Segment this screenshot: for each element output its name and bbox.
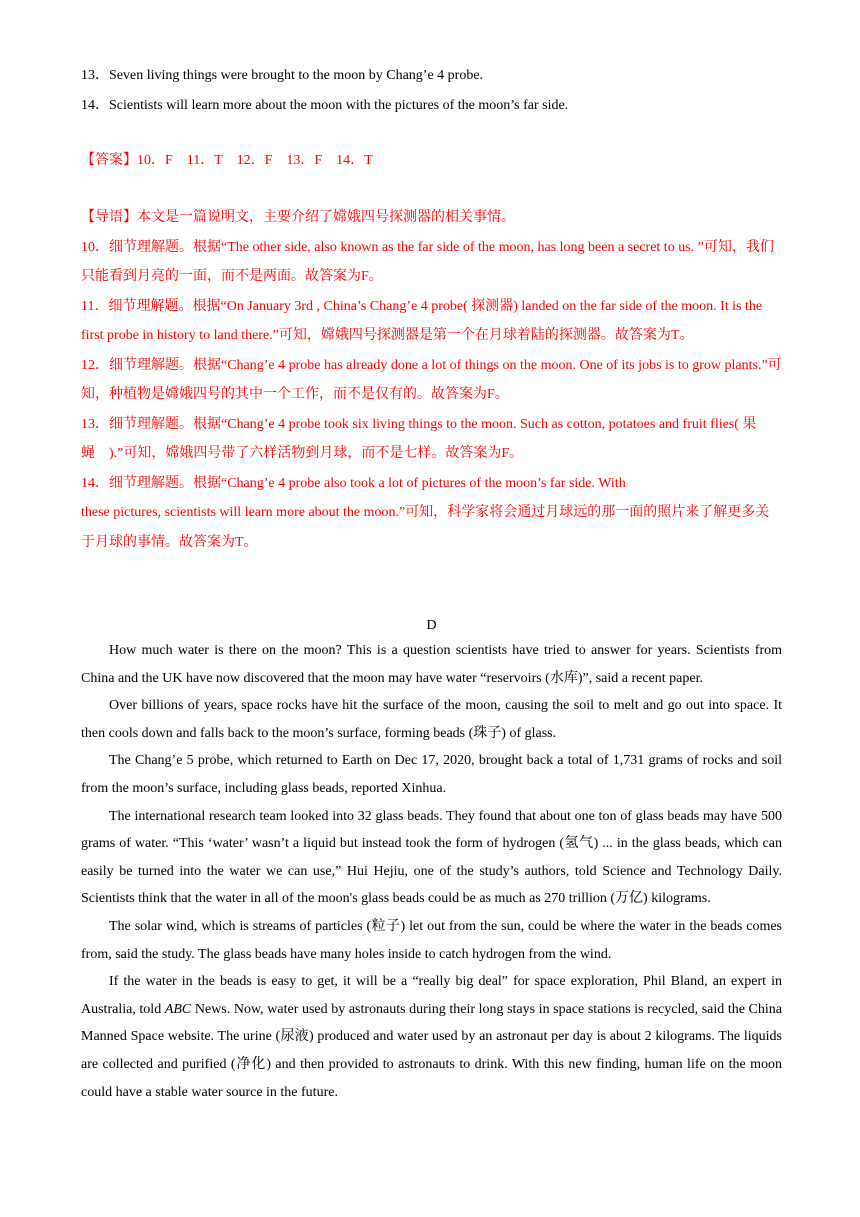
guide-label: 【导语】: [81, 210, 137, 225]
guide-intro-line: [81, 203, 782, 233]
guide-item-12: 12．细节理解题。根据“Chang’e 4 probe has already done a lot of things on the moon. One of its jobs is to grow plants.”可知，种植物是嫦娥四号的其中一个工作，而不是仅有的。故答案为F。: [81, 357, 782, 402]
guide-item-10: 10．细节理解题。根据“The other side, also known as the far side of the moon, has long been a secret to us. ”可知，我们只能看到月亮的一面，而不是两面。故答案为F。: [81, 239, 774, 284]
article-paragraph: The international research team looked into 32 glass beads. They found that about one ton of glass beads may have 500 grams of water. “This ‘water’ wasn’t a liquid but instead took the form of hydrogen (氢气) ... in the glass beads, which can easily be turned into the water we can use,” Hui Hejiu, one of the study’s authors, told Science and Technology Daily. Scientists think that the water in all of the moon's glass beads could be as much as 270 trillion (万亿) kilograms.: [81, 808, 782, 907]
answer-text: 10．F 11．T 12．F 13．F 14．T: [137, 153, 373, 168]
article-paragraph-6: [81, 968, 782, 1106]
article-paragraph: How much water is there on the moon? This is a question scientists have tried to answer for years. Scientists from China and the UK have now discovered that the moon may have water “reservoirs (水库)”, said a recent paper.: [81, 643, 782, 686]
guide-section: [81, 203, 782, 557]
article-body: [81, 637, 782, 1106]
question-13: 13．Seven living things were brought to the moon by Chang’e 4 probe.: [81, 68, 484, 83]
p6-before: If the water in the beads is easy to get, it will be a “really big deal” for space exploration, Phil Bland, an expert in Australia, told: [81, 974, 782, 1017]
article-paragraph: The Chang’e 5 probe, which returned to Earth on Dec 17, 2020, brought back a total of 1,731 grams of rocks and soil from the moon’s surface, including glass beads, reported Xinhua.: [81, 753, 782, 796]
guide-intro: 本文是一篇说明文，主要介绍了嫦娥四号探测器的相关事情。: [137, 210, 515, 225]
guide-item-14b: these pictures, scientists will learn more about the moon.”可知，科学家将会通过月球远的那一面的照片来了解更多关于月球的事情。故答案为T。: [81, 505, 770, 550]
answer-line: [81, 146, 373, 176]
guide-item-13: 13．细节理解题。根据“Chang’e 4 probe took six living things to the moon. Such as cotton, potatoes and fruit flies( 果蝇 ).”可知，嫦娥四号带了六样活物到月球，而不是七样。故答案为F。: [81, 416, 757, 461]
answer-label: 【答案】: [81, 153, 137, 168]
guide-item-14a: 14．细节理解题。根据“Chang’e 4 probe also took a lot of pictures of the moon’s far side. With: [81, 475, 626, 491]
p6-after: News. Now, water used by astronauts during their long stays in space stations is recycled, said the China Manned Space website. The urine (尿液) produced and water used by an astronaut per day is about 2 kilograms. The liquids are collected and purified (净化) and then provided to astronauts to drink. With this new finding, human life on the moon could have a stable water source in the future.: [81, 1001, 782, 1100]
article-paragraph: Over billions of years, space rocks have hit the surface of the moon, causing the soil to melt and go out into space. It then cools down and falls back to the moon’s surface, forming beads (珠子) of glass.: [81, 698, 782, 741]
article-paragraph: The solar wind, which is streams of particles (粒子) let out from the sun, could be where the water in the beads comes from, said the study. The glass beads have many holes inside to catch hydrogen from the wind.: [81, 918, 782, 962]
p6-italic: ABC: [164, 1001, 192, 1017]
guide-item-11: 11．细节理解题。根据“On January 3rd , China’s Chang’e 4 probe( 探测器) landed on the far side of the moon. It is the first probe in history to land there.”可知，嫦娥四号探测器是第一个在月球着陆的探测器。故答案为T。: [81, 298, 763, 343]
question-14: 14．Scientists will learn more about the moon with the pictures of the moon’s far side.: [81, 98, 569, 113]
section-heading: D: [426, 618, 437, 633]
